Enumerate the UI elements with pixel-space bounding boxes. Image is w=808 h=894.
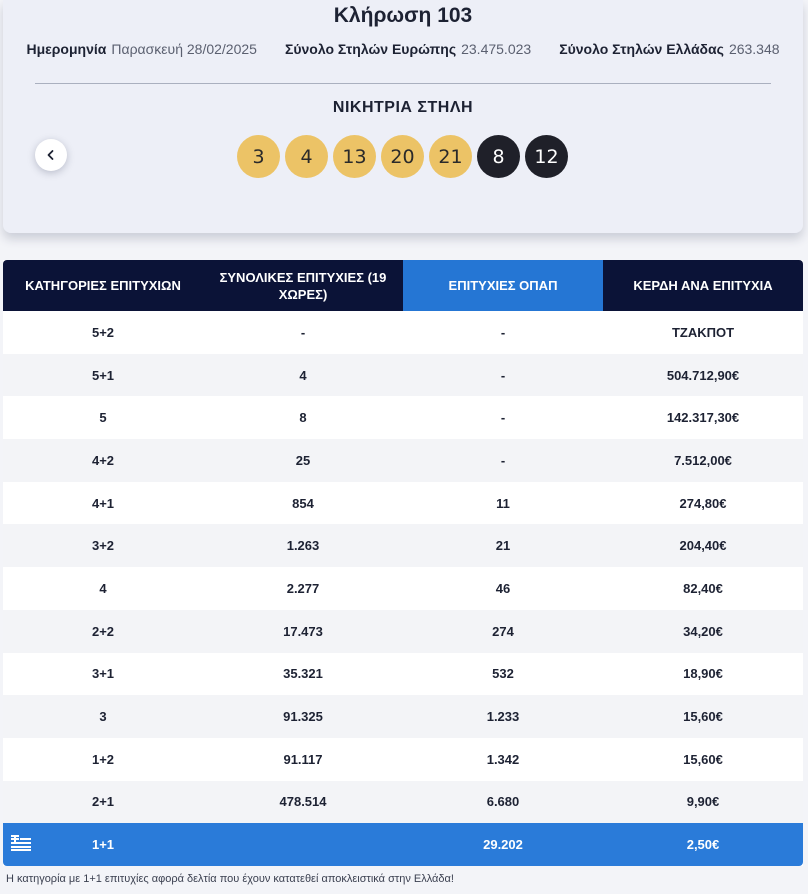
table-row: [3, 610, 803, 653]
number-ball: 13: [333, 135, 376, 178]
cell-category: 3: [99, 709, 107, 725]
winning-column-label: ΝΙΚΗΤΡΙΑ ΣΤΗΛΗ: [332, 99, 474, 116]
cell-total: 1.263: [286, 538, 320, 554]
cell-category: 2+2: [91, 623, 115, 639]
cell-opap: 11: [496, 495, 510, 511]
table-row: [3, 354, 803, 397]
cell-category: 3+1: [91, 666, 115, 682]
table-row: [3, 439, 803, 482]
previous-draw-button[interactable]: [35, 139, 67, 171]
date-label: Ημερομηνία: [26, 41, 107, 57]
cell-prize: ΤΖΑΚΠΟΤ: [671, 324, 735, 340]
cell-prize: 9,90€: [686, 794, 720, 810]
cell-total: [203, 823, 403, 866]
cell-total: 25: [295, 452, 311, 468]
cell-opap: -: [500, 452, 506, 468]
cell-category: 3+2: [91, 538, 115, 554]
number-ball: 21: [429, 135, 472, 178]
table-row: [3, 311, 803, 354]
cell-opap: 1.342: [486, 751, 520, 767]
table-row: [3, 567, 803, 610]
table-row: [3, 781, 803, 824]
cell-prize: 142.317,30€: [666, 410, 740, 426]
header-prize-per-winner: ΚΕΡΔΗ ΑΝΑ ΕΠΙΤΥΧΙΑ: [603, 260, 803, 311]
cell-prize: 2,50€: [686, 837, 720, 853]
cell-prize: 504.712,90€: [666, 367, 740, 383]
europe-columns-value: 23.475.023: [461, 41, 532, 57]
draw-title: Κλήρωση 103: [333, 4, 473, 27]
cell-category: 5+2: [91, 324, 115, 340]
cell-category: 1+2: [91, 751, 115, 767]
table-body: [3, 311, 803, 866]
cell-opap: 6.680: [486, 794, 520, 810]
cell-category: 2+1: [91, 794, 115, 810]
cell-prize: 7.512,00€: [674, 452, 732, 468]
winning-numbers: [237, 135, 568, 178]
table-row: [3, 695, 803, 738]
star-ball: 12: [525, 135, 568, 178]
cell-prize: 15,60€: [683, 751, 723, 767]
cell-prize: 18,90€: [683, 666, 723, 682]
cell-opap: 1.233: [486, 709, 520, 725]
cell-category: 4: [99, 580, 107, 596]
cell-category: 1+1: [91, 837, 115, 853]
chevron-left-icon: [45, 149, 57, 161]
greece-only-row: [3, 823, 803, 866]
cell-category: 4+1: [91, 495, 115, 511]
cell-prize: 34,20€: [683, 623, 723, 639]
cell-category: 4+2: [91, 452, 115, 468]
cell-total: 17.473: [283, 623, 323, 639]
cell-opap: 274: [492, 623, 514, 639]
number-ball: 4: [285, 135, 328, 178]
draw-card: [3, 0, 803, 233]
greek-flag-icon: [11, 835, 31, 851]
cell-total: 478.514: [279, 794, 327, 810]
greece-columns-label: Σύνολο Στηλών Ελλάδας: [559, 41, 724, 57]
header-opap-winners: ΕΠΙΤΥΧΙΕΣ ΟΠΑΠ: [403, 260, 603, 311]
europe-columns: [285, 41, 531, 57]
cell-category: 5+1: [91, 367, 115, 383]
prize-table: [3, 260, 803, 866]
table-header: [3, 260, 803, 311]
header-categories: ΚΑΤΗΓΟΡΙΕΣ ΕΠΙΤΥΧΙΩΝ: [3, 260, 203, 311]
cell-total: 91.325: [283, 709, 323, 725]
cell-total: 4: [299, 367, 307, 383]
cell-prize: 274,80€: [679, 495, 727, 511]
cell-total: -: [300, 324, 306, 340]
cell-opap: -: [500, 324, 506, 340]
table-row: [3, 653, 803, 696]
star-ball: 8: [477, 135, 520, 178]
cell-prize: 204,40€: [679, 538, 727, 554]
cell-opap: -: [500, 367, 506, 383]
cell-opap: 46: [495, 580, 511, 596]
europe-columns-label: Σύνολο Στηλών Ευρώπης: [284, 41, 457, 57]
number-ball: 3: [237, 135, 280, 178]
table-row: [3, 482, 803, 525]
greece-columns: [559, 41, 779, 57]
cell-opap: 29.202: [483, 837, 523, 853]
cell-prize: 15,60€: [683, 709, 723, 725]
cell-prize: 82,40€: [683, 580, 723, 596]
cell-total: 91.117: [283, 751, 323, 767]
cell-total: 35.321: [283, 666, 323, 682]
table-row: [3, 396, 803, 439]
greece-columns-value: 263.348: [728, 41, 780, 57]
cell-opap: 21: [495, 538, 511, 554]
cell-total: 854: [292, 495, 314, 511]
number-ball: 20: [381, 135, 424, 178]
cell-category: 5: [99, 410, 107, 426]
draw-date: [26, 41, 256, 57]
cell-opap: 532: [492, 666, 514, 682]
header-total-winners: ΣΥΝΟΛΙΚΕΣ ΕΠΙΤΥΧΙΕΣ (19 ΧΩΡΕΣ): [203, 260, 403, 311]
footnote: Η κατηγορία με 1+1 επιτυχίες αφορά δελτία που έχουν κατατεθεί αποκλειστικά στην Ελλάδα!: [6, 873, 454, 885]
cell-total: 8: [299, 410, 307, 426]
cell-total: 2.277: [286, 580, 320, 596]
divider: [35, 83, 771, 84]
draw-meta: [3, 41, 803, 57]
table-row: [3, 524, 803, 567]
date-value: Παρασκευή 28/02/2025: [111, 41, 257, 57]
table-row: [3, 738, 803, 781]
cell-opap: -: [500, 410, 506, 426]
